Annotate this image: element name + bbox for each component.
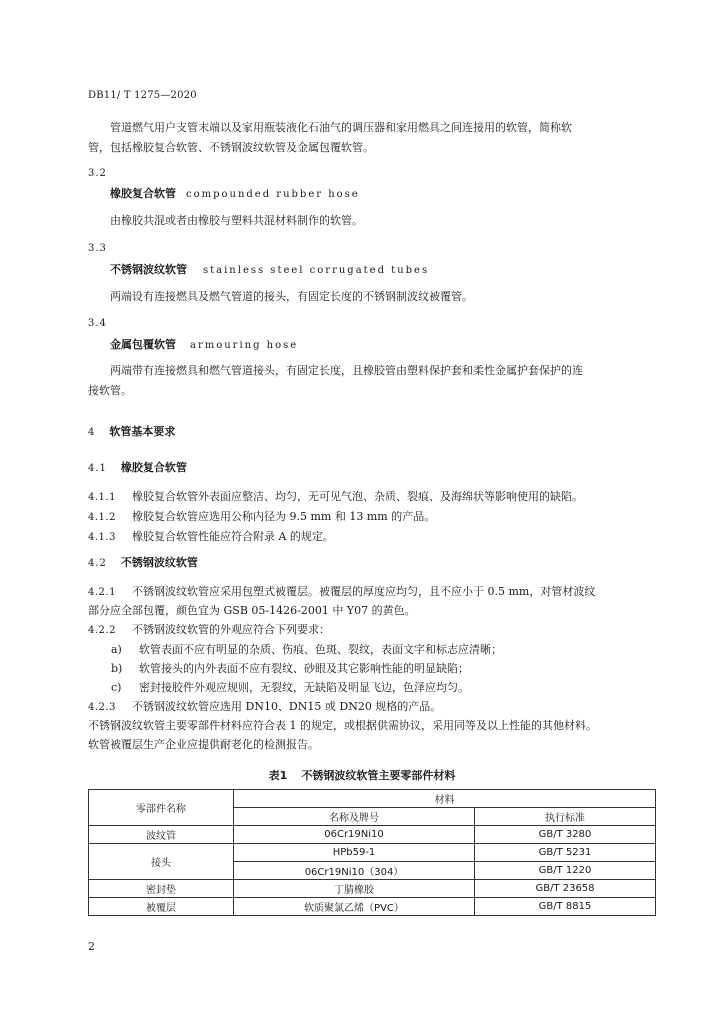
- subsection-number: 4.2: [88, 558, 107, 569]
- list-text: 软管接头的内外表面不应有裂纹、砂眼及其它影响性能的明显缺陷；: [139, 662, 469, 675]
- term-chinese: 橡胶复合软管: [110, 187, 176, 200]
- cell-name: HPb59-1: [234, 844, 475, 862]
- term-heading: [110, 335, 298, 356]
- clause-continuation: 部分应全部包覆，颜色宜为 GSB 05-1426-2001 中 Y07 的黄色。: [88, 604, 416, 617]
- clause-number: 4.1.1: [88, 492, 116, 503]
- list-text: 软管表面不应有明显的杂质、伤痕、色斑、裂纹，表面文字和标志应清晰；: [139, 643, 502, 656]
- header-name-grade: 名称及牌号: [234, 808, 475, 826]
- clause-number: 4.1.2: [88, 512, 116, 523]
- cell-part: 接头: [89, 844, 234, 880]
- table-caption: [0, 767, 724, 783]
- table-row: [89, 898, 656, 916]
- clause-text: 不锈钢波纹软管应采用包塑式被覆层。被覆层的厚度应均匀，且不应小于 0.5 mm，对管材波纹: [132, 585, 596, 598]
- term-heading: [110, 184, 360, 205]
- clause-number: 4.2.1: [88, 587, 116, 598]
- header-material: 材料: [234, 790, 656, 808]
- table-row: [89, 880, 656, 898]
- cell-part: 密封垫: [89, 880, 234, 898]
- clause: [88, 697, 441, 718]
- document-code: DB11/ T 1275—2020: [88, 90, 197, 101]
- cell-standard: GB/T 23658: [475, 880, 656, 898]
- clause-text: 橡胶复合软管应选用公称内径为 9.5 mm 和 13 mm 的产品。: [132, 510, 436, 523]
- page-number: 2: [88, 940, 95, 953]
- intro-line-2: 管，包括橡胶复合软管、不锈钢波纹软管及金属包覆软管。: [88, 141, 374, 154]
- subsection-number: 4.1: [88, 463, 107, 474]
- clause-text: 橡胶复合软管性能应符合附录 A 的规定。: [132, 530, 334, 543]
- paragraph-line: 软管被覆层生产企业应提供耐老化的检测报告。: [88, 738, 319, 751]
- cell-name: 06Cr19Ni10: [234, 826, 475, 844]
- clause: [88, 620, 330, 641]
- clause-number: 4.2.2: [88, 625, 116, 636]
- term-chinese: 金属包覆软管: [110, 338, 176, 351]
- cell-name: 06Cr19Ni10（304）: [234, 862, 475, 880]
- clause: [88, 487, 583, 508]
- cell-standard: GB/T 5231: [475, 844, 656, 862]
- subsection-heading: [88, 459, 187, 475]
- term-heading: [110, 260, 429, 281]
- clause: [88, 582, 595, 603]
- table-header-row: [89, 790, 656, 808]
- term-definition-line-2: 接软管。: [88, 384, 132, 397]
- section-title: 软管基本要求: [109, 425, 176, 438]
- cell-standard: GB/T 3280: [475, 826, 656, 844]
- clause: [88, 507, 435, 528]
- term-definition: 由橡胶共混或者由橡胶与塑料共混材料制作的软管。: [110, 214, 363, 227]
- term-chinese: 不锈钢波纹软管: [110, 263, 187, 276]
- term-english: stainless steel corrugated tubes: [203, 265, 430, 276]
- clause-text: 不锈钢波纹软管应选用 DN10、DN15 或 DN20 规格的产品。: [132, 700, 442, 713]
- cell-name: 丁腈橡胶: [234, 880, 475, 898]
- table-row: [89, 844, 656, 862]
- clause-number: 4.2.3: [88, 702, 116, 713]
- list-marker: a): [111, 643, 122, 656]
- table-row: [89, 826, 656, 844]
- term-definition: 两端设有连接燃具及燃气管道的接头，有固定长度的不锈钢制波纹被覆管。: [110, 290, 473, 303]
- cell-name: 软质聚氯乙烯（PVC）: [234, 898, 475, 916]
- table-title: 不锈钢波纹软管主要零部件材料: [301, 769, 456, 782]
- list-item: [111, 640, 502, 660]
- section-number: 4: [88, 427, 96, 438]
- subsection-title: 不锈钢波纹软管: [120, 556, 198, 569]
- term-number: 3.3: [88, 243, 107, 254]
- clause-text: 橡胶复合软管外表面应整洁、均匀，无可见气泡、杂质、裂痕、及海绵状等影响使用的缺陷。: [132, 490, 583, 503]
- list-text: 密封接胶件外观应规则，无裂纹，无缺陷及明显飞边，色泽应均匀。: [139, 681, 469, 694]
- materials-table: [88, 789, 656, 916]
- term-number: 3.2: [88, 168, 107, 179]
- list-item: [111, 659, 469, 679]
- list-marker: b): [111, 662, 123, 675]
- clause-text: 不锈钢波纹软管的外观应符合下列要求：: [132, 623, 330, 636]
- header-standard: 执行标准: [475, 808, 656, 826]
- paragraph-line: 不锈钢波纹软管主要零部件材料应符合表 1 的规定，或根据供需协议，采用同等及以上性能的其他材料。: [88, 719, 597, 732]
- clause-number: 4.1.3: [88, 532, 116, 543]
- term-english: compounded rubber hose: [186, 189, 360, 200]
- list-item: [111, 678, 469, 698]
- intro-line-1: 管道燃气用户支管末端以及家用瓶装液化石油气的调压器和家用燃具之间连接用的软管，简称软: [110, 121, 572, 134]
- header-part-name: 零部件名称: [89, 790, 234, 826]
- cell-standard: GB/T 8815: [475, 898, 656, 916]
- subsection-title: 橡胶复合软管: [120, 461, 187, 474]
- table-number: 表1: [268, 769, 288, 782]
- clause: [88, 527, 334, 548]
- list-marker: c): [111, 681, 122, 694]
- term-number: 3.4: [88, 318, 107, 329]
- cell-part: 波纹管: [89, 826, 234, 844]
- section-heading: [88, 423, 175, 439]
- subsection-heading: [88, 554, 198, 570]
- cell-standard: GB/T 1220: [475, 862, 656, 880]
- term-definition-line-1: 两端带有连接燃具和燃气管道接头，有固定长度，且橡胶管由塑料保护套和柔性金属护套保护的连: [110, 364, 583, 377]
- term-english: armouring hose: [190, 340, 299, 351]
- cell-part: 被覆层: [89, 898, 234, 916]
